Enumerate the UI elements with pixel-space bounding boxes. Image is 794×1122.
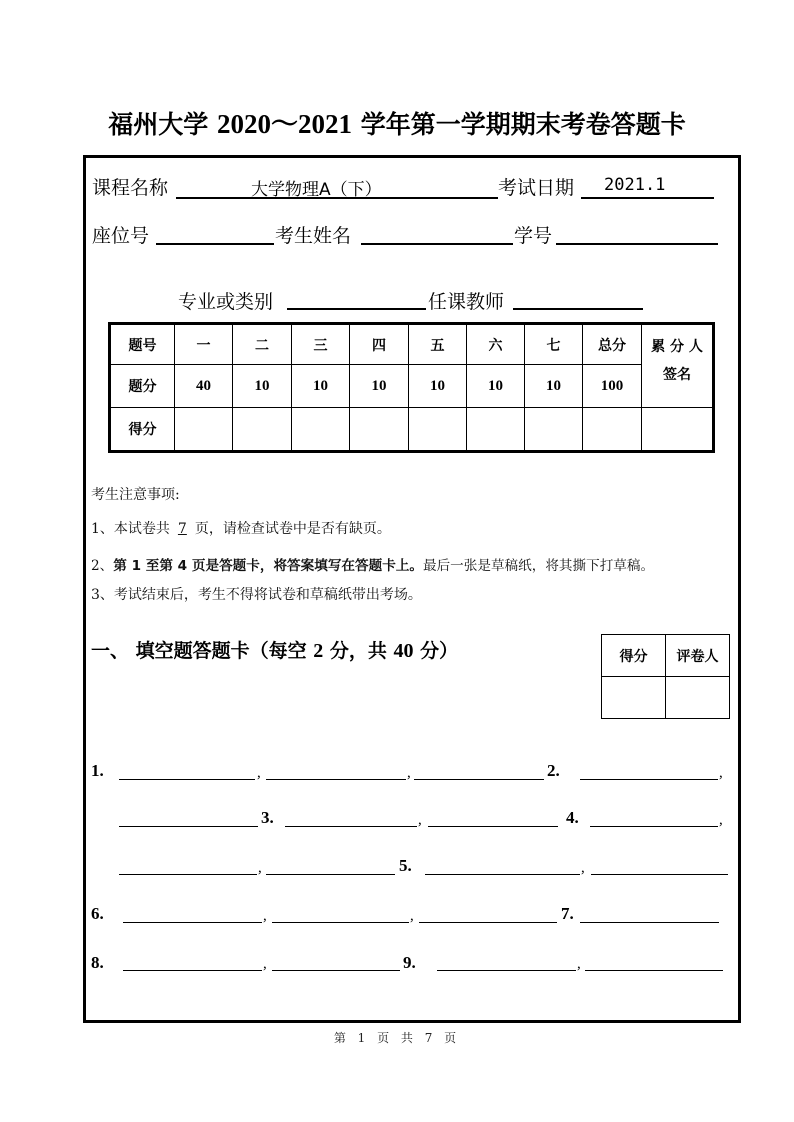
score-cell[interactable]: [233, 408, 292, 452]
table-row-question-number: [110, 324, 714, 365]
seat-label: 座位号: [92, 225, 150, 247]
comma: ,: [258, 860, 262, 876]
answer-blank-3-2[interactable]: [428, 826, 558, 827]
section-1-grader-box: [601, 634, 730, 719]
notes-heading: 考生注意事项:: [91, 487, 180, 503]
comma: ,: [581, 860, 585, 876]
answer-blank-5-2[interactable]: [591, 874, 728, 875]
question-2-label: 2.: [547, 761, 560, 780]
column-header: 七: [525, 324, 583, 365]
answer-blank-2-1[interactable]: [580, 779, 718, 780]
column-header-total: 总分: [583, 324, 642, 365]
notes-item-3: 3、考试结束后，考生不得将试卷和草稿纸带出考场。: [91, 587, 422, 603]
student-name-label: 考生姓名: [275, 225, 352, 247]
score-cell[interactable]: [409, 408, 467, 452]
answer-blank-8-2[interactable]: [272, 970, 400, 971]
column-header: 三: [292, 324, 350, 365]
student-id-field[interactable]: [556, 243, 718, 245]
answer-blank-4-1[interactable]: [590, 826, 718, 827]
comma: ,: [719, 765, 723, 781]
question-8-label: 8.: [91, 953, 104, 972]
section-1-title-prefix: 一、 填空题答题卡（每空: [91, 640, 307, 662]
row-label-points: 题分: [110, 365, 175, 408]
answer-blank-1-2[interactable]: [266, 779, 406, 780]
comma: ,: [410, 908, 414, 924]
total-pages-value: 7: [177, 521, 187, 537]
score-cell[interactable]: [292, 408, 350, 452]
points-cell: 10: [233, 365, 292, 408]
column-header: 四: [350, 324, 409, 365]
points-cell: 10: [292, 365, 350, 408]
course-label: 课程名称: [92, 177, 169, 199]
comma: ,: [263, 908, 267, 924]
question-5-label: 5.: [399, 856, 412, 875]
question-6-label: 6.: [91, 904, 104, 923]
score-cell[interactable]: [467, 408, 525, 452]
student-id-label: 学号: [514, 225, 553, 247]
notes-item-2-bold: 第 1 至第 4 页是答题卡，将答案填写在答题卡上。: [113, 558, 423, 574]
grader-name-header: 评卷人: [666, 635, 730, 677]
title-years: 2020～2021: [217, 109, 352, 139]
answer-blank-1-1[interactable]: [119, 779, 255, 780]
comma: ,: [407, 765, 411, 781]
teacher-label: 任课教师: [428, 291, 505, 313]
grader-score-header: 得分: [602, 635, 666, 677]
question-7-label: 7.: [561, 904, 574, 923]
answer-blank-5-1[interactable]: [425, 874, 580, 875]
exam-date-field[interactable]: [581, 197, 714, 199]
column-header: 一: [175, 324, 233, 365]
student-name-field[interactable]: [361, 243, 513, 245]
notes-item-2-prefix: 2、: [91, 558, 114, 574]
comma: ,: [263, 956, 267, 972]
seat-field[interactable]: [156, 243, 274, 245]
question-3-label: 3.: [261, 808, 274, 827]
answer-blank-8-1[interactable]: [123, 970, 262, 971]
answer-blank-2-2[interactable]: [119, 826, 258, 827]
table-row-points: [110, 365, 714, 408]
notes-item-1: [91, 518, 391, 538]
answer-blank-4-2[interactable]: [119, 874, 257, 875]
answer-blank-4-3[interactable]: [266, 874, 395, 875]
major-field[interactable]: [287, 308, 426, 310]
column-header: 六: [467, 324, 525, 365]
comma: ,: [257, 765, 261, 781]
answer-blank-6-3[interactable]: [419, 922, 557, 923]
grader-score-cell[interactable]: [602, 677, 666, 719]
points-per-blank: 2: [313, 640, 324, 662]
points-cell: 10: [525, 365, 583, 408]
section-1-total-points: 40: [393, 640, 414, 662]
score-cell[interactable]: [350, 408, 409, 452]
title-suffix: 学年第一学期期末考卷答题卡: [360, 110, 686, 139]
answer-blank-9-1[interactable]: [437, 970, 576, 971]
teacher-field[interactable]: [513, 308, 643, 310]
points-cell: 10: [409, 365, 467, 408]
score-cell[interactable]: [525, 408, 583, 452]
course-value: 大学物理A（下）: [251, 180, 382, 200]
column-header: 二: [233, 324, 292, 365]
answer-blank-6-2[interactable]: [272, 922, 409, 923]
column-header: 五: [409, 324, 467, 365]
grader-name-cell[interactable]: [666, 677, 730, 719]
points-cell: 40: [175, 365, 233, 408]
page-title: [0, 102, 794, 141]
question-4-label: 4.: [566, 808, 579, 827]
row-label-question-number: 题号: [110, 324, 175, 365]
points-cell: 10: [467, 365, 525, 408]
signer-cell[interactable]: [642, 408, 714, 452]
points-cell-total: 100: [583, 365, 642, 408]
section-1-title: [91, 636, 458, 663]
comma: ,: [719, 812, 723, 828]
exam-date-label: 考试日期: [498, 177, 575, 199]
signer-label-line2: 签名: [663, 367, 691, 383]
notes-item-2: [91, 554, 654, 574]
points-cell: 10: [350, 365, 409, 408]
exam-date-value: 2021.1: [604, 175, 666, 195]
answer-blank-7-1[interactable]: [580, 922, 719, 923]
score-summary-table: [108, 322, 715, 453]
title-university: 福州大学: [108, 110, 209, 139]
row-label-scores: 得分: [110, 408, 175, 452]
notes-item-1-prefix: 1、本试卷共: [91, 521, 170, 537]
answer-blank-6-1[interactable]: [123, 922, 262, 923]
answer-blank-9-2[interactable]: [585, 970, 723, 971]
answer-blank-3-1[interactable]: [285, 826, 417, 827]
signer-header: [642, 324, 714, 408]
signer-label-line1: 累 分 人: [651, 339, 703, 355]
notes-item-1-suffix: 页，请检查试卷中是否有缺页。: [194, 521, 391, 537]
major-label: 专业或类别: [178, 291, 274, 313]
comma: ,: [577, 956, 581, 972]
notes-item-2-suffix: 最后一张是草稿纸，将其撕下打草稿。: [422, 558, 655, 574]
question-1-label: 1.: [91, 761, 104, 780]
page-number: 第 1 页 共 7 页: [333, 1031, 461, 1045]
question-9-label: 9.: [403, 953, 416, 972]
score-cell[interactable]: [175, 408, 233, 452]
score-cell-total[interactable]: [583, 408, 642, 452]
table-row-scores: [110, 408, 714, 452]
comma: ,: [418, 812, 422, 828]
answer-blank-1-3[interactable]: [414, 779, 544, 780]
section-1-title-suffix: 分）: [420, 640, 459, 662]
section-1-title-mid: 分，共: [329, 640, 387, 662]
